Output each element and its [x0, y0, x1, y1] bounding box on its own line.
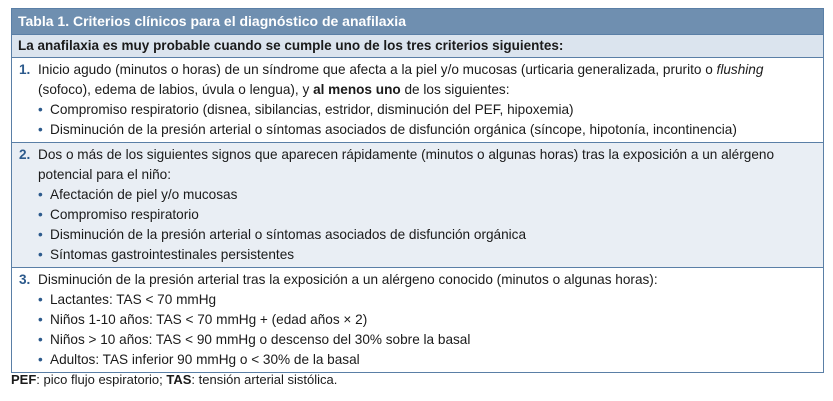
- bullet-text: Adultos: TAS inferior 90 mmHg o < 30% de la basal: [50, 352, 360, 367]
- criterion-text-italic: flushing: [716, 62, 764, 77]
- criterion-text-bold: al menos uno: [313, 82, 401, 97]
- criterion-number: 2.: [19, 147, 31, 162]
- bullet-icon: •: [38, 292, 43, 307]
- bullet-text: Compromiso respiratorio: [50, 207, 199, 222]
- bullet-text: Afectación de piel y/o mucosas: [50, 187, 238, 202]
- footnote-abbr: TAS: [166, 372, 192, 387]
- bullet-item: [38, 225, 817, 245]
- bullet-item: [38, 290, 817, 310]
- criterion-text: Disminución de la presión arterial tras la exposición a un alérgeno conocido (minutos o algunas horas):: [38, 272, 658, 287]
- footnote-abbr: PEF: [11, 372, 37, 387]
- bullet-item: [38, 100, 817, 120]
- criterion-text: [38, 60, 817, 100]
- criterion-2: [12, 142, 823, 267]
- bullet-item: [38, 205, 817, 225]
- criterion-number: 1.: [19, 62, 31, 77]
- bullet-text: Disminución de la presión arterial o síntomas asociados de disfunción orgánica (síncope, hipotonía, incontinencia): [50, 122, 737, 137]
- criteria-table: [11, 8, 824, 373]
- bullet-icon: •: [38, 187, 43, 202]
- bullet-icon: •: [38, 207, 43, 222]
- bullet-item: [38, 310, 817, 330]
- criterion-3: [12, 267, 823, 372]
- criterion-text-part: de los siguientes:: [400, 82, 510, 97]
- bullet-icon: •: [38, 352, 43, 367]
- bullet-item: [38, 185, 817, 205]
- bullet-icon: •: [38, 122, 43, 137]
- bullet-text: Compromiso respiratorio (disnea, sibilancias, estridor, disminución del PEF, hipoxemia): [50, 102, 574, 117]
- bullet-text: Disminución de la presión arterial o síntomas asociados de disfunción orgánica: [50, 227, 527, 242]
- table-subheader: La anafilaxia es muy probable cuando se cumple uno de los tres criterios siguientes:: [12, 34, 823, 58]
- criterion-text-part: Inicio agudo (minutos o horas) de un síndrome que afecta a la piel y/o mucosas (urticaria generalizada, prurito o: [38, 62, 717, 77]
- bullet-item: [38, 350, 817, 370]
- bullet-text: Niños 1-10 años: TAS < 70 mmHg + (edad años × 2): [50, 312, 368, 327]
- bullet-text: Síntomas gastrointestinales persistentes: [50, 247, 295, 262]
- bullet-item: [38, 330, 817, 350]
- criterion-1: [12, 58, 823, 142]
- bullet-icon: •: [38, 102, 43, 117]
- bullet-icon: •: [38, 312, 43, 327]
- criterion-text: Dos o más de los siguientes signos que aparecen rápidamente (minutos o algunas horas) tras la exposición a un alérgeno potencial para el niño:: [38, 147, 775, 182]
- bullet-text: Niños > 10 años: TAS < 90 mmHg o descenso del 30% sobre la basal: [50, 332, 471, 347]
- table-title: Tabla 1. Criterios clínicos para el diagnóstico de anafilaxia: [12, 9, 823, 34]
- bullet-icon: •: [38, 247, 43, 262]
- footnote-def: : tensión arterial sistólica.: [191, 372, 338, 387]
- footnote-def: : pico flujo espiratorio;: [36, 372, 167, 387]
- bullet-text: Lactantes: TAS < 70 mmHg: [50, 292, 217, 307]
- bullet-item: [38, 245, 817, 265]
- bullet-icon: •: [38, 332, 43, 347]
- bullet-icon: •: [38, 227, 43, 242]
- criterion-number: 3.: [19, 272, 31, 287]
- bullet-item: [38, 120, 817, 140]
- criterion-text-part: (sofoco), edema de labios, úvula o lengua), y: [38, 82, 314, 97]
- table-footnote: [11, 372, 337, 387]
